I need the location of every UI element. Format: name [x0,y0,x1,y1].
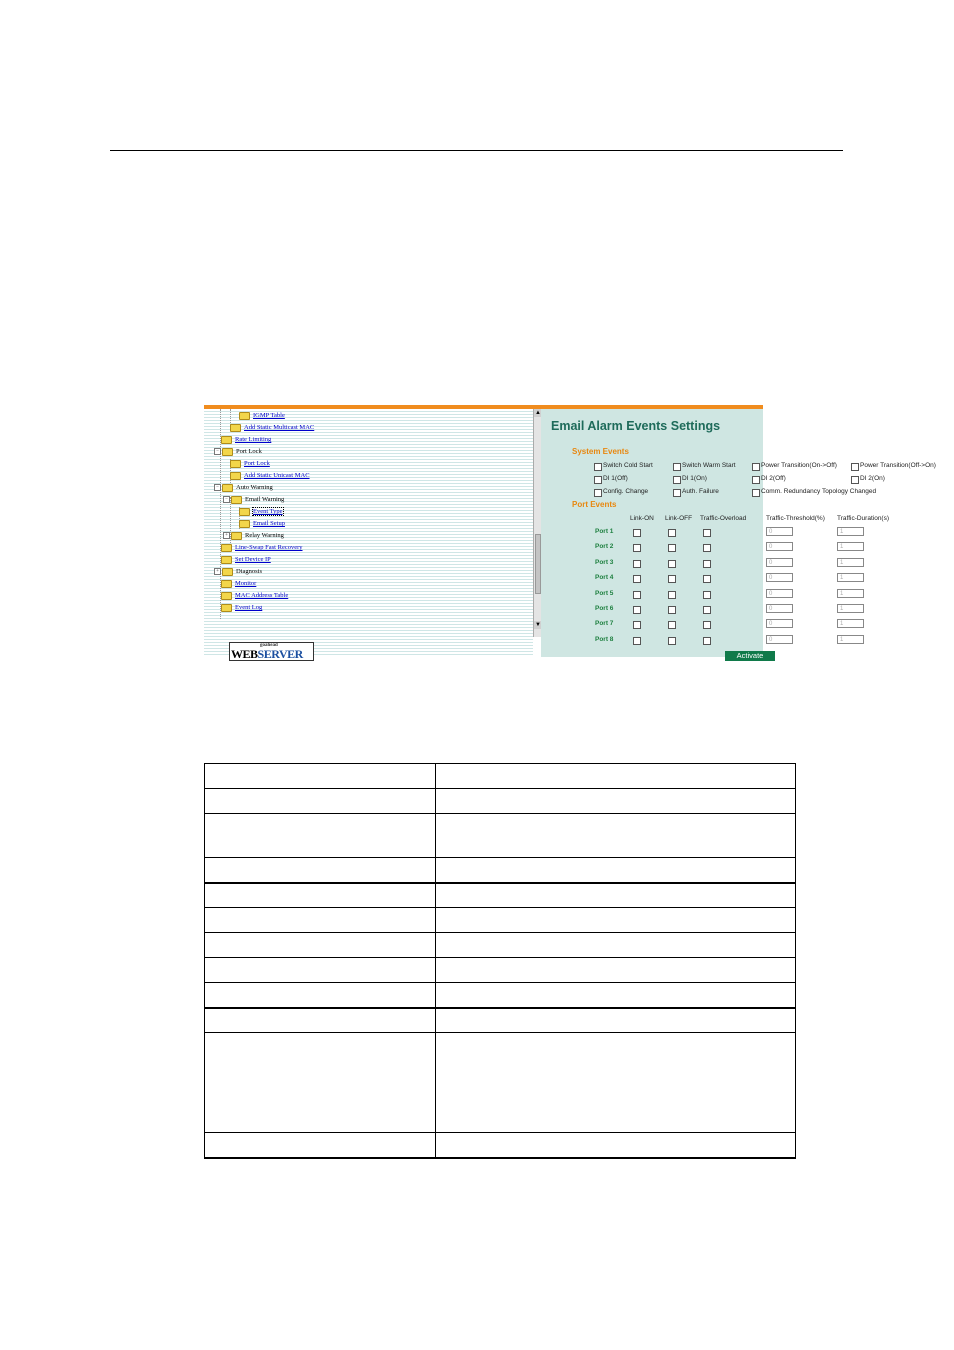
checkbox-switch-warm-start[interactable] [673,463,681,471]
table-row [205,883,796,908]
web-ui-screenshot [204,405,936,661]
checkbox-link-off[interactable] [668,637,676,645]
traffic-threshold-input[interactable]: 0 [766,527,793,536]
checkbox-di1-off[interactable] [594,476,602,484]
label-power-on-off: Power Transition(On->Off) [761,462,837,469]
checkbox-traffic-overload[interactable] [703,544,711,552]
parameter-table [204,763,796,1159]
checkbox-link-off[interactable] [668,544,676,552]
col-traffic-duration: Traffic-Duration(s) [837,515,890,522]
checkbox-link-off[interactable] [668,560,676,568]
system-events-heading: System Events [572,447,629,456]
checkbox-switch-cold-start[interactable] [594,463,602,471]
traffic-duration-input[interactable]: 1 [837,527,864,536]
tree-item-port-lock-group[interactable]: − Port Lock [214,447,262,457]
table-cell [205,814,436,858]
folder-icon [221,556,232,564]
table-cell [436,933,796,958]
port-label: Port 2 [595,543,614,551]
table-cell [436,883,796,908]
checkbox-di2-off[interactable] [752,476,760,484]
checkbox-traffic-overload[interactable] [703,606,711,614]
tree-item-line-swap-fast-recovery[interactable]: Line-Swap Fast Recovery [221,543,303,553]
folder-icon [230,460,241,468]
label-di1-off: DI 1(Off) [603,475,628,482]
table-row [205,858,796,883]
table-cell [205,858,436,883]
traffic-duration-input[interactable]: 1 [837,635,864,644]
table-row [205,1033,796,1133]
col-traffic-overload: Traffic-Overload [700,515,747,522]
checkbox-traffic-overload[interactable] [703,637,711,645]
table-row [205,908,796,933]
label-config-change: Config. Change [603,488,649,495]
table-row [205,1008,796,1033]
label-comm-redundancy: Comm. Redundancy Topology Changed [761,488,877,495]
webserver-logo: goahead WEBSERVER [229,642,314,661]
nav-tree [204,409,533,661]
table-cell [436,814,796,858]
checkbox-power-on-off[interactable] [752,463,760,471]
collapse-icon[interactable]: − [223,496,230,503]
tree-item-auto-warning[interactable]: − Auto Warning [214,483,273,493]
port-label: Port 7 [595,620,614,628]
checkbox-link-off[interactable] [668,621,676,629]
checkbox-link-off[interactable] [668,529,676,537]
table-cell [436,1008,796,1033]
expand-icon[interactable]: + [214,568,221,575]
table-row [205,983,796,1008]
table-cell [436,764,796,789]
port-label: Port 5 [595,589,614,597]
checkbox-link-on[interactable] [633,591,641,599]
traffic-duration-input[interactable]: 1 [837,573,864,582]
tree-item-email-setup[interactable]: Email Setup [239,519,285,529]
traffic-threshold-input[interactable]: 0 [766,619,793,628]
col-traffic-threshold: Traffic-Threshold(%) [766,515,825,522]
folder-icon [221,436,232,444]
table-cell [205,883,436,908]
table-cell [205,764,436,789]
table-cell [436,789,796,814]
table-cell [205,983,436,1008]
tree-item-set-device-ip[interactable]: Set Device IP [221,555,271,565]
header-rule [110,150,843,151]
traffic-threshold-input[interactable]: 0 [766,604,793,613]
scroll-up-icon[interactable]: ▲ [535,410,541,416]
scroll-down-icon[interactable]: ▼ [535,622,541,628]
folder-icon [239,508,250,516]
table-cell [436,983,796,1008]
tree-item-relay-warning[interactable]: + Relay Warning [223,531,284,541]
expand-icon[interactable]: + [223,532,230,539]
checkbox-link-on[interactable] [633,544,641,552]
folder-icon [222,484,233,492]
table-cell [436,958,796,983]
table-row [205,789,796,814]
traffic-threshold-input[interactable]: 0 [766,635,793,644]
tree-item-event-type[interactable]: Event Type [239,507,283,517]
table-cell [205,933,436,958]
checkbox-link-on[interactable] [633,575,641,583]
page-title: Email Alarm Events Settings [551,419,721,433]
table-cell [436,1133,796,1158]
label-switch-cold-start: Switch Cold Start [603,462,653,469]
checkbox-config-change[interactable] [594,489,602,497]
checkbox-traffic-overload[interactable] [703,591,711,599]
checkbox-link-on[interactable] [633,621,641,629]
activate-button[interactable]: Activate [725,651,775,661]
traffic-threshold-input[interactable]: 0 [766,542,793,551]
collapse-icon[interactable]: − [214,448,221,455]
folder-icon [222,568,233,576]
port-label: Port 1 [595,528,614,535]
checkbox-traffic-overload[interactable] [703,560,711,568]
folder-icon [221,580,232,588]
label-di1-on: DI 1(On) [682,475,707,482]
label-power-off-on: Power Transition(Off->On) [860,462,936,469]
table-cell [205,1008,436,1033]
table-cell [436,908,796,933]
label-di2-off: DI 2(Off) [761,475,786,482]
folder-icon [230,472,241,480]
traffic-duration-input[interactable]: 1 [837,558,864,567]
settings-panel [541,409,936,660]
table-cell [436,858,796,883]
checkbox-link-off[interactable] [668,606,676,614]
table-cell [205,958,436,983]
folder-icon [230,424,241,432]
checkbox-di2-on[interactable] [851,476,859,484]
tree-item-email-warning[interactable]: − Email Warning [223,495,284,505]
tree-item-mac-address-table[interactable]: MAC Address Table [221,591,288,601]
port-events-heading: Port Events [572,500,617,509]
folder-icon [221,544,232,552]
port-label: Port 8 [595,635,614,643]
tree-item-add-static-multicast-mac[interactable]: Add Static Multicast MAC [230,423,314,433]
folder-icon [221,604,232,612]
checkbox-di1-on[interactable] [673,476,681,484]
folder-icon [222,448,233,456]
table-row [205,764,796,789]
port-label: Port 6 [595,605,614,612]
table-cell [205,789,436,814]
table-row [205,933,796,958]
table-cell [205,1033,436,1133]
checkbox-link-off[interactable] [668,575,676,583]
traffic-duration-input[interactable]: 1 [837,604,864,613]
checkbox-traffic-overload[interactable] [703,621,711,629]
traffic-threshold-input[interactable]: 0 [766,558,793,567]
label-di2-on: DI 2(On) [860,475,885,482]
label-switch-warm-start: Switch Warm Start [682,462,736,469]
checkbox-comm-redundancy[interactable] [752,489,760,497]
tree-item-event-log[interactable]: Event Log [221,603,262,613]
checkbox-power-off-on[interactable] [851,463,859,471]
table-cell [205,1133,436,1158]
checkbox-link-off[interactable] [668,591,676,599]
table-row [205,814,796,858]
folder-icon [239,520,250,528]
checkbox-link-on[interactable] [633,606,641,614]
traffic-threshold-input[interactable]: 0 [766,573,793,582]
folder-icon [231,496,242,504]
table-row [205,1133,796,1158]
checkbox-link-on[interactable] [633,560,641,568]
label-auth-failure: Auth. Failure [682,488,719,495]
tree-item-port-lock[interactable]: Port Lock [230,459,270,469]
checkbox-traffic-overload[interactable] [703,575,711,583]
port-label: Port 4 [595,574,614,582]
traffic-duration-input[interactable]: 1 [837,542,864,551]
tree-item-igmp-table[interactable]: IGMP Table [239,411,285,421]
traffic-threshold-input[interactable]: 0 [766,589,793,598]
table-cell [436,1033,796,1133]
checkbox-auth-failure[interactable] [673,489,681,497]
checkbox-link-on[interactable] [633,637,641,645]
tree-item-add-static-unicast-mac[interactable]: Add Static Unicast MAC [230,471,310,481]
table-row [205,958,796,983]
tree-item-diagnosis[interactable]: + Diagnosis [214,567,262,577]
traffic-duration-input[interactable]: 1 [837,589,864,598]
checkbox-traffic-overload[interactable] [703,529,711,537]
table-cell [205,908,436,933]
traffic-duration-input[interactable]: 1 [837,619,864,628]
port-label: Port 3 [595,558,614,566]
col-link-off: Link-OFF [665,515,693,522]
tree-item-monitor[interactable]: Monitor [221,579,256,589]
folder-icon [231,532,242,540]
tree-item-rate-limiting[interactable]: Rate Limiting [221,435,271,445]
folder-icon [221,592,232,600]
col-link-on: Link-ON [630,515,654,522]
checkbox-link-on[interactable] [633,529,641,537]
collapse-icon[interactable]: − [214,484,221,491]
folder-icon [239,412,250,420]
